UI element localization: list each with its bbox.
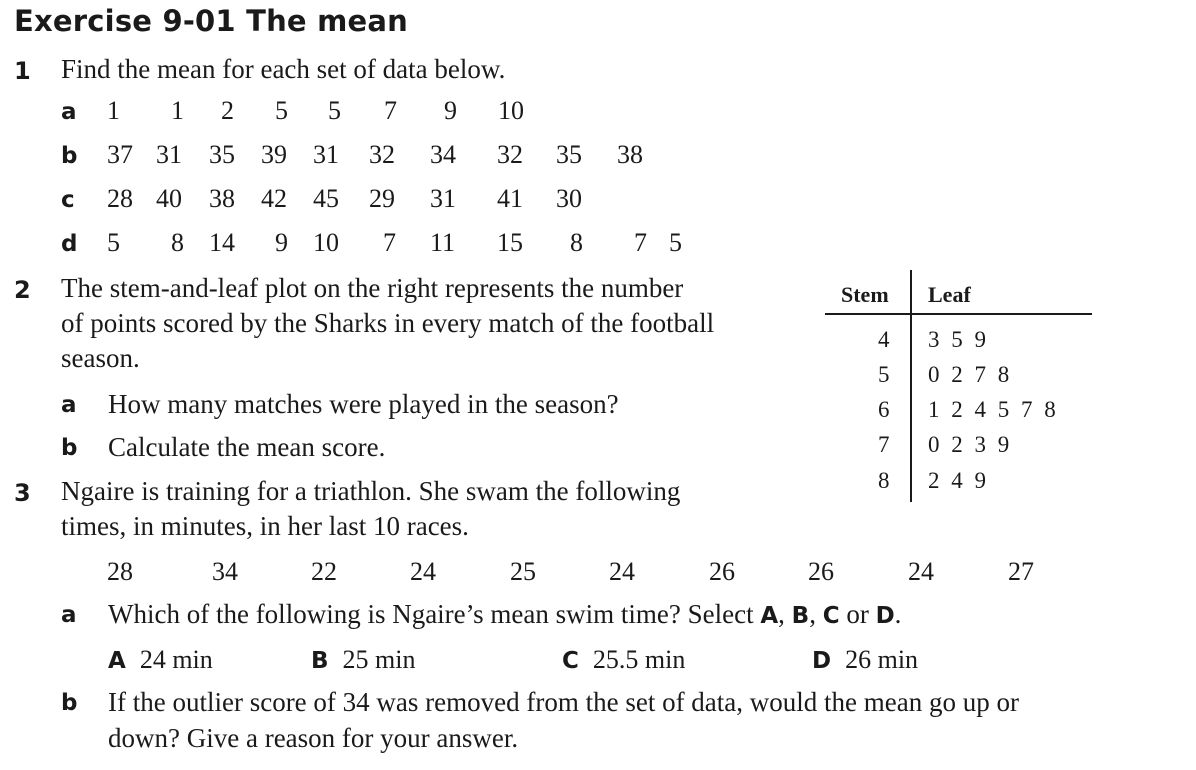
leaf-header: Leaf [928,282,971,307]
swim-times [0,557,1196,589]
value: 38 [209,184,235,213]
value: 29 [369,184,395,213]
q3-part-a-prompt: Which of the following is Ngaire’s mean swim time? Select [108,599,761,629]
value: 5 [107,228,120,257]
leaf-values: 0 2 7 8 [928,362,1013,387]
period: . [894,599,902,629]
choice-b [311,645,415,675]
value: 38 [617,140,643,169]
value: 32 [497,140,523,169]
choice-text: 26 min [845,645,919,674]
value: 25 [510,557,536,586]
value: 24 [609,557,635,586]
question-2-text-line2: of points scored by the Sharks in every match of the football [61,308,715,338]
value: 34 [430,140,456,169]
value: 26 [709,557,735,586]
value: 8 [570,228,583,257]
option-letter: A [760,603,779,629]
value: 1 [107,96,120,125]
value: 31 [430,184,456,213]
value: 11 [430,228,456,257]
value: 1 [171,96,184,125]
value: 5 [669,228,682,257]
choice-text: 25.5 min [592,645,686,674]
value: 32 [369,140,395,169]
q3-part-a-text [108,599,901,630]
q2-part-b-text: Calculate the mean score. [108,432,386,462]
question-2-number: 2 [14,276,31,304]
choice-d [812,645,918,675]
q3-part-b-line1: If the outlier score of 34 was removed from the set of data, would the mean go up or [108,687,1019,717]
q1-part-a-values [0,96,1196,128]
question-2-text-line1: The stem-and-leaf plot on the right represents the number [61,273,684,303]
leaf-values: 0 2 3 9 [928,432,1013,457]
value: 15 [497,228,523,257]
separator: , [778,599,792,629]
value: 37 [107,140,133,169]
value: 8 [171,228,184,257]
choice-c [562,645,685,675]
question-1-number: 1 [14,57,31,85]
question-3-text-line1: Ngaire is training for a triathlon. She swam the following [61,476,681,506]
value: 10 [498,96,524,125]
value: 26 [808,557,834,586]
leaf-values: 1 2 4 5 7 8 [928,397,1059,422]
q1-part-c-values [0,184,1196,216]
stem-value: 6 [878,397,890,422]
option-letter: D [875,603,895,629]
option-letter: C [822,603,840,629]
value: 41 [497,184,523,213]
q1-part-b-values [0,140,1196,172]
value: 7 [634,228,647,257]
stem-value: 5 [878,362,890,387]
q2-part-a-label: a [61,392,77,418]
stem-header: Stem [841,282,889,307]
value: 35 [209,140,235,169]
value: 7 [383,228,396,257]
plot-divider-vertical [910,270,912,502]
value: 39 [261,140,287,169]
q2-part-a-text: How many matches were played in the season? [108,389,619,419]
value: 14 [209,228,235,257]
value: 10 [313,228,339,257]
q1-part-b-label: b [61,143,78,169]
value: 34 [212,557,238,586]
value: 35 [556,140,582,169]
q3-part-b-line2: down? Give a reason for your answer. [108,723,519,753]
stem-value: 7 [878,432,890,457]
value: 22 [311,557,337,586]
value: 7 [384,96,397,125]
value: 31 [156,140,182,169]
choice-text: 25 min [342,645,416,674]
choice-letter: D [812,648,832,674]
choice-letter: A [108,648,126,674]
choice-a [108,645,213,675]
value: 31 [313,140,339,169]
choice-text: 24 min [139,645,213,674]
stem-value: 4 [878,327,890,352]
separator: , [809,599,823,629]
value: 24 [410,557,436,586]
value: 5 [275,96,288,125]
value: 27 [1008,557,1034,586]
value: 40 [156,184,182,213]
value: 42 [261,184,287,213]
separator: or [839,599,876,629]
q1-part-a-label: a [61,99,77,125]
value: 9 [275,228,288,257]
leaf-values: 2 4 9 [928,468,989,493]
value: 9 [444,96,457,125]
question-3-number: 3 [14,479,31,507]
plot-divider-horizontal [825,313,1092,315]
question-1-text: Find the mean for each set of data below. [61,54,506,84]
choice-letter: C [562,648,579,674]
q3-part-a-label: a [61,602,77,628]
value: 28 [107,184,133,213]
choice-letter: B [311,648,329,674]
value: 2 [221,96,234,125]
q1-part-d-label: d [61,231,78,257]
question-3-text-line2: times, in minutes, in her last 10 races. [61,511,469,541]
stem-value: 8 [878,468,890,493]
q1-part-d-values [0,228,1196,260]
value: 5 [328,96,341,125]
q1-part-c-label: c [61,187,75,213]
q3-part-b-label: b [61,690,78,716]
value: 28 [107,557,133,586]
value: 45 [313,184,339,213]
value: 30 [556,184,582,213]
value: 24 [908,557,934,586]
option-letter: B [791,603,810,629]
page-title: Exercise 9-01 The mean [14,4,409,38]
leaf-values: 3 5 9 [928,327,989,352]
q2-part-b-label: b [61,435,78,461]
question-2-text-line3: season. [61,343,140,373]
